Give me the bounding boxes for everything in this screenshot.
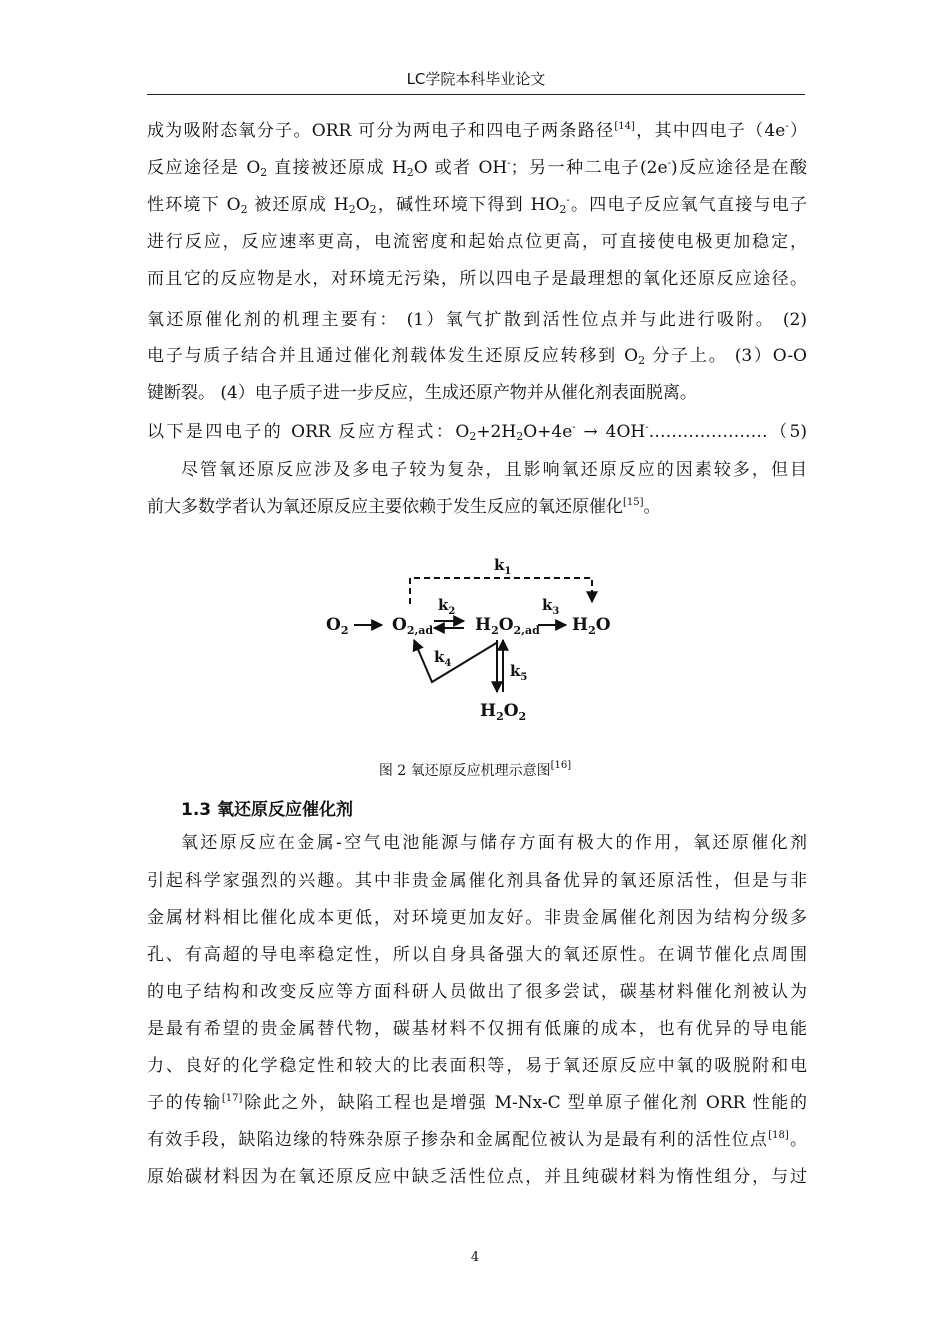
p1-line-6: 氧还原催化剂的机理主要有： (1）氧气扩散到活性位点并与此进行吸附。 (2) [147,310,807,330]
species-h2o: $H_2O$ [572,615,611,637]
p2-line-2: 前大多数学者认为氧还原反应主要依赖于发生反应的氧还原催化[15]。 [147,497,661,517]
species-o2-ad: $O_{2,ad}$ [392,615,434,637]
p3-line-9: 有效手段，缺陷边缘的特殊杂原子掺杂和金属配位被认为是最有利的活性位点[18]。 [147,1130,808,1150]
header-rule [147,94,805,95]
page-number: 4 [470,1250,480,1265]
k5-label: $k_5$ [510,662,528,683]
p3-line-8: 子的传输[17]除此之外，缺陷工程也是增强 M-Nx-C 型单原子催化剂 ORR 性能的 [147,1093,808,1113]
k3-label: $k_3$ [542,596,560,617]
p3-line-7: 力、良好的化学稳定性和较大的比表面积等，易于氧还原反应中氧的吸脱附和电 [147,1056,807,1076]
species-h2o2: $H_2O_2$ [480,701,527,723]
p1-line-5: 而且它的反应物是水，对环境无污染，所以四电子是最理想的氧化还原反应途径。 [147,269,807,289]
p3-line-3: 金属材料相比催化成本更低，对环境更加友好。非贵金属催化剂因为结构分级多 [147,908,807,928]
equation-line: 以下是四电子的 ORR 反应方程式：$O_2+2H_2O+4e^-$ → 4OH-…………………（5) [147,422,808,443]
page-header: LC学院本科毕业论文 [406,70,546,88]
k1-label: $k_1$ [494,556,512,577]
p3-line-4: 孔、有高超的导电率稳定性，所以自身具备强大的氧还原性。在调节催化点周围 [147,945,807,965]
p1-line-4: 进行反应，反应速率更高，电流密度和起始点位更高，可直接使电极更加稳定， [147,232,807,252]
p3-line-10: 原始碳材料因为在氧还原反应中缺乏活性位点，并且纯碳材料为惰性组分，与过 [147,1167,807,1187]
p1-line-8: 键断裂。 (4）电子质子进一步反应，生成还原产物并从催化剂表面脱离。 [147,383,697,403]
k2-label: $k_2$ [438,596,456,617]
k4-return-path [414,640,498,682]
p1-line-3: 性环境下 $O_2$ 被还原成 $H_2O_2$，碱性环境下得到 $HO_2^-$。四电子反应氧气直接与电子 [147,195,807,216]
figure-caption: 图 2 氧还原反应机理示意图[16] [378,760,572,779]
orr-mechanism-diagram [310,540,640,740]
section-heading: 1.3 氧还原反应催化剂 [181,800,354,820]
p3-line-5: 的电子结构和改变反应等方面科研人员做出了很多尝试，碳基材料催化剂被认为 [147,982,807,1002]
k4-label: $k_4$ [434,648,452,669]
p3-line-1: 氧还原反应在金属-空气电池能源与储存方面有极大的作用，氧还原催化剂 [181,833,807,853]
p1-line-1: 成为吸附态氧分子。ORR 可分为两电子和四电子两条路径[14]，其中四电子（4e-） [147,121,807,141]
p1-line-2: 反应途径是 $O_2$ 直接被还原成 $H_2O$ 或者 OH-；另一种二电子(2e-)反应途径是在酸 [147,158,807,179]
p2-line-1: 尽管氧还原反应涉及多电子较为复杂，且影响氧还原反应的因素较多，但目 [181,460,807,480]
p3-line-6: 是最有希望的贵金属替代物，碳基材料不仅拥有低廉的成本，也有优异的导电能 [147,1019,807,1039]
p1-line-7: 电子与质子结合并且通过催化剂载体发生还原反应转移到 $O_2$ 分子上。 (3）O-O [147,346,807,367]
species-o2: $O_2$ [326,615,349,637]
species-h2o2-ad: $H_2O_{2,ad}$ [475,615,540,637]
p3-line-2: 引起科学家强烈的兴趣。其中非贵金属催化剂具备优异的氧还原活性，但是与非 [147,871,807,891]
